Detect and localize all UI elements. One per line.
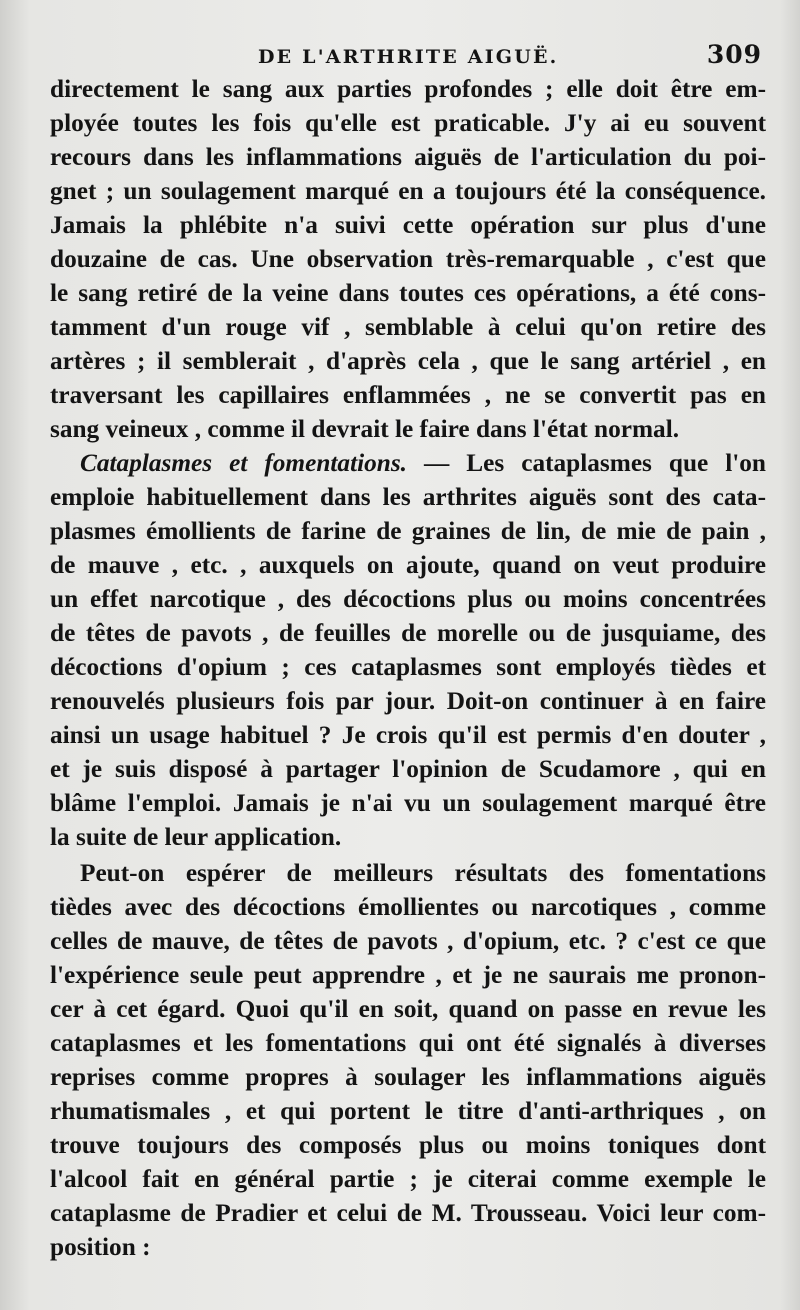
text-line: tamment d'un rouge vif , semblable à celui qu'on retire des	[50, 313, 766, 341]
text-line: trouve toujours des composés plus ou moins toniques dont	[50, 1131, 766, 1159]
text-line: sang veineux , comme il devrait le faire dans l'état normal.	[50, 415, 680, 443]
text-line: blâme l'emploi. Jamais je n'ai vu un soulagement marqué être	[50, 789, 766, 817]
text-line: de têtes de pavots , de feuilles de morelle ou de jusquiame, des	[50, 619, 766, 647]
text-line: ainsi un usage habituel ? Je crois qu'il est permis d'en douter ,	[50, 721, 766, 749]
text-line: position :	[50, 1233, 151, 1261]
lead-line-rest: — Les cataplasmes que l'on	[407, 449, 767, 477]
text-line: cer à cet égard. Quoi qu'il en soit, quand on passe en revue les	[50, 995, 766, 1023]
text-line: gnet ; un soulagement marqué en a toujours été la conséquence.	[50, 177, 766, 205]
paragraph-2	[50, 446, 766, 854]
text-line: plasmes émollients de farine de graines de lin, de mie de pain ,	[50, 517, 766, 545]
running-title: DE L'ARTHRITE AIGUË.	[258, 46, 559, 68]
paragraph-lead-line	[50, 446, 766, 480]
text-line: de mauve , etc. , auxquels on ajoute, quand on veut produire	[50, 551, 766, 579]
page-number: 309	[706, 40, 762, 69]
text-line: le sang retiré de la veine dans toutes ces opérations, a été cons-	[50, 279, 766, 307]
text-line: celles de mauve, de têtes de pavots , d'opium, etc. ? c'est ce que	[50, 927, 766, 955]
text-line: recours dans les inflammations aiguës de l'articulation du poi-	[50, 143, 766, 171]
running-head	[0, 40, 800, 76]
body-text	[50, 72, 766, 1264]
text-line: un effet narcotique , des décoctions plus ou moins concentrées	[50, 585, 766, 613]
text-line: cataplasme de Pradier et celui de M. Trousseau. Voici leur com-	[50, 1199, 766, 1227]
text-line: Jamais la phlébite n'a suivi cette opération sur plus d'une	[50, 211, 766, 239]
text-line: rhumatismales , et qui portent le titre d'anti-arthriques , on	[50, 1097, 766, 1125]
text-line: décoctions d'opium ; ces cataplasmes sont employés tièdes et	[50, 653, 766, 681]
text-line: cataplasmes et les fomentations qui ont été signalés à diverses	[50, 1029, 766, 1057]
paragraph-1	[50, 72, 766, 446]
text-line: reprises comme propres à soulager les inflammations aiguës	[50, 1063, 766, 1091]
text-line: artères ; il semblerait , d'après cela , que le sang artériel , en	[50, 347, 766, 375]
text-line: renouvelés plusieurs fois par jour. Doit-on continuer à en faire	[50, 687, 766, 715]
section-heading-italic: Cataplasmes et fomentations.	[80, 449, 408, 477]
text-line: traversant les capillaires enflammées , ne se convertit pas en	[50, 381, 766, 409]
text-line: tièdes avec des décoctions émollientes ou narcotiques , comme	[50, 893, 766, 921]
text-line: emploie habituellement dans les arthrites aiguës sont des cata-	[50, 483, 766, 511]
text-line: la suite de leur application.	[50, 823, 342, 851]
text-line: et je suis disposé à partager l'opinion de Scudamore , qui en	[50, 755, 766, 783]
text-line: directement le sang aux parties profondes ; elle doit être em-	[50, 75, 766, 103]
text-line: douzaine de cas. Une observation très-remarquable , c'est que	[50, 245, 766, 273]
text-line: Peut-on espérer de meilleurs résultats des fomentations	[80, 859, 766, 887]
text-line: l'alcool fait en général partie ; je citerai comme exemple le	[50, 1165, 766, 1193]
paragraph-3	[50, 856, 766, 1264]
text-line: ployée toutes les fois qu'elle est praticable. J'y ai eu souvent	[50, 109, 766, 137]
text-line: l'expérience seule peut apprendre , et je ne saurais me pronon-	[50, 961, 766, 989]
